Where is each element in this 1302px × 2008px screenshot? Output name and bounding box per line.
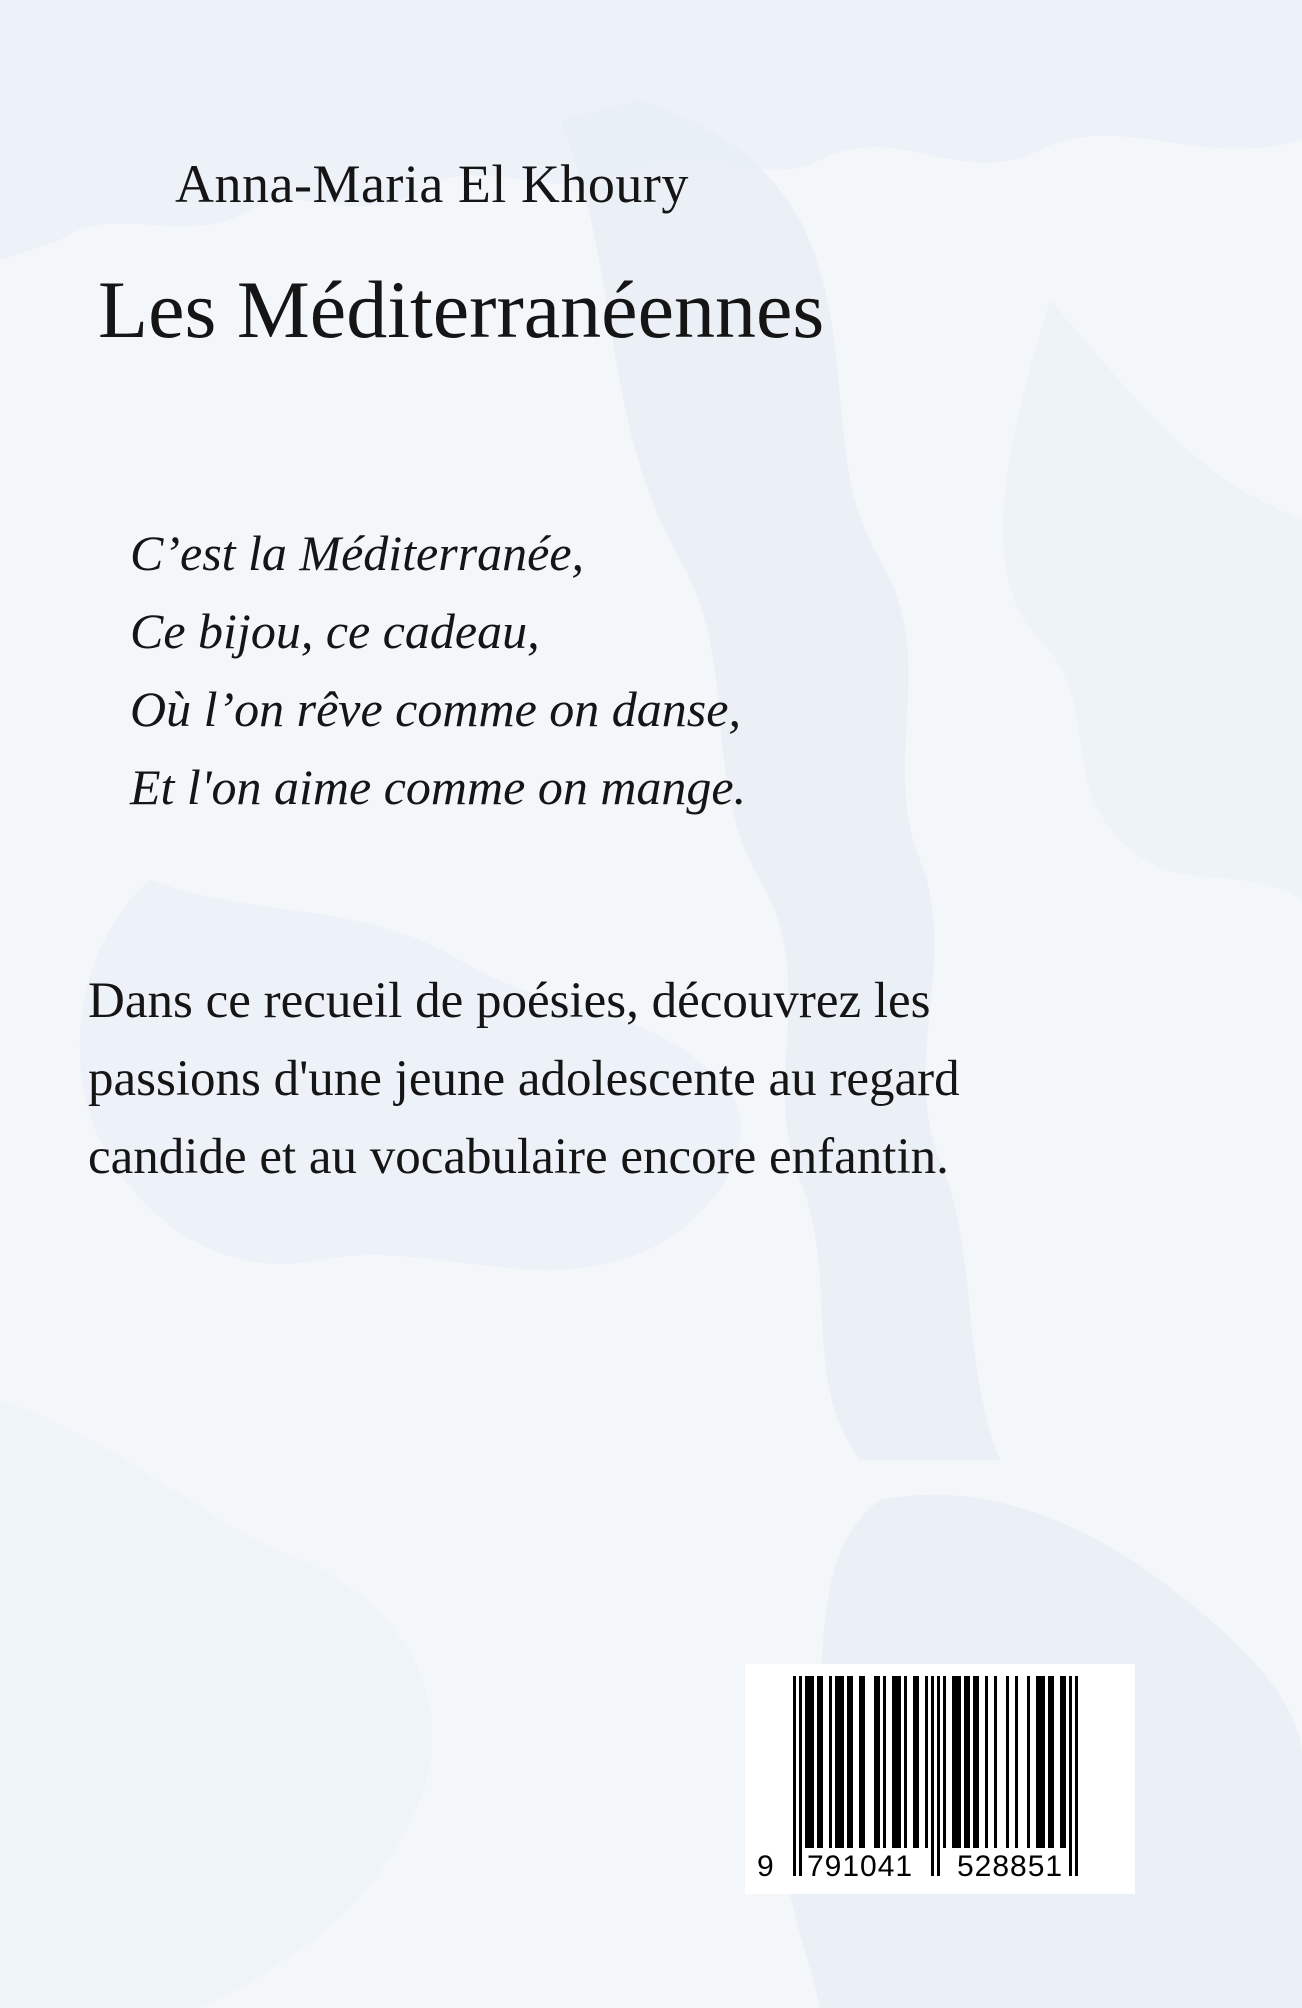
barcode-bar	[913, 1676, 916, 1848]
barcode-bars	[745, 1664, 1135, 1894]
barcode-guard-bar	[931, 1676, 934, 1876]
poem-line: Où l’on rêve comme on danse,	[130, 681, 741, 737]
poem-line: Et l'on aime comme on mange.	[130, 759, 747, 815]
barcode-guard-bar	[937, 1676, 940, 1876]
barcode-bar	[838, 1676, 841, 1848]
poem-line: Ce bijou, ce cadeau,	[130, 603, 540, 659]
barcode-bar	[904, 1676, 907, 1848]
barcode-bar	[1048, 1676, 1051, 1848]
description-line: passions d'une jeune adolescente au regard	[88, 1051, 960, 1107]
barcode-bar	[1015, 1676, 1018, 1848]
barcode-bar	[817, 1676, 820, 1848]
barcode-bar	[1051, 1676, 1054, 1848]
barcode-digits-left: 791041	[807, 1850, 914, 1883]
barcode-bar	[892, 1676, 895, 1848]
barcode-bar	[835, 1676, 838, 1848]
barcode-bar	[994, 1676, 997, 1848]
barcode-guard-bar	[1069, 1676, 1072, 1876]
barcode-bar	[1006, 1676, 1009, 1848]
barcode-bar	[925, 1676, 928, 1848]
poem-excerpt	[130, 514, 746, 826]
barcode-bar	[883, 1676, 886, 1848]
barcode-bar	[898, 1676, 901, 1848]
book-description	[88, 962, 1238, 1196]
book-title: Les Méditerranéennes	[98, 264, 825, 355]
barcode-bar	[847, 1676, 850, 1848]
barcode-bar	[820, 1676, 823, 1848]
barcode-bar	[955, 1676, 958, 1848]
barcode-bar	[877, 1676, 880, 1848]
barcode-bar	[967, 1676, 970, 1848]
barcode-bar	[976, 1676, 979, 1848]
barcode-bar	[943, 1676, 946, 1848]
barcode-bar	[1063, 1676, 1066, 1848]
barcode-bar	[859, 1676, 862, 1848]
barcode-bar	[862, 1676, 865, 1848]
barcode-bar	[874, 1676, 877, 1848]
poem-line: C’est la Méditerranée,	[130, 525, 585, 581]
barcode-guard-bar	[799, 1676, 802, 1876]
barcode-bar	[958, 1676, 961, 1848]
barcode-bar	[811, 1676, 814, 1848]
author-name: Anna-Maria El Khoury	[175, 154, 689, 214]
description-line: candide et au vocabulaire encore enfantin.	[88, 1129, 949, 1185]
description-line: Dans ce recueil de poésies, découvrez les	[88, 973, 931, 1029]
barcode-guard-bar	[1075, 1676, 1078, 1876]
barcode-bar	[808, 1676, 811, 1848]
barcode-bar	[895, 1676, 898, 1848]
barcode-bar	[1060, 1676, 1063, 1848]
barcode-bar	[841, 1676, 844, 1848]
barcode-bar	[1042, 1676, 1045, 1848]
barcode-bar	[1039, 1676, 1042, 1848]
barcode-bar	[1027, 1676, 1030, 1848]
barcode-bar	[805, 1676, 808, 1848]
barcode-bar	[952, 1676, 955, 1848]
isbn-barcode	[745, 1664, 1135, 1894]
barcode-bar	[829, 1676, 832, 1848]
barcode-digit-first: 9	[757, 1850, 775, 1883]
barcode-bar	[916, 1676, 919, 1848]
barcode-bar	[973, 1676, 976, 1848]
barcode-digits-right: 528851	[957, 1850, 1064, 1883]
barcode-bar	[1036, 1676, 1039, 1848]
barcode-bar	[850, 1676, 853, 1848]
barcode-bar	[964, 1676, 967, 1848]
barcode-guard-bar	[793, 1676, 796, 1876]
barcode-bar	[985, 1676, 988, 1848]
